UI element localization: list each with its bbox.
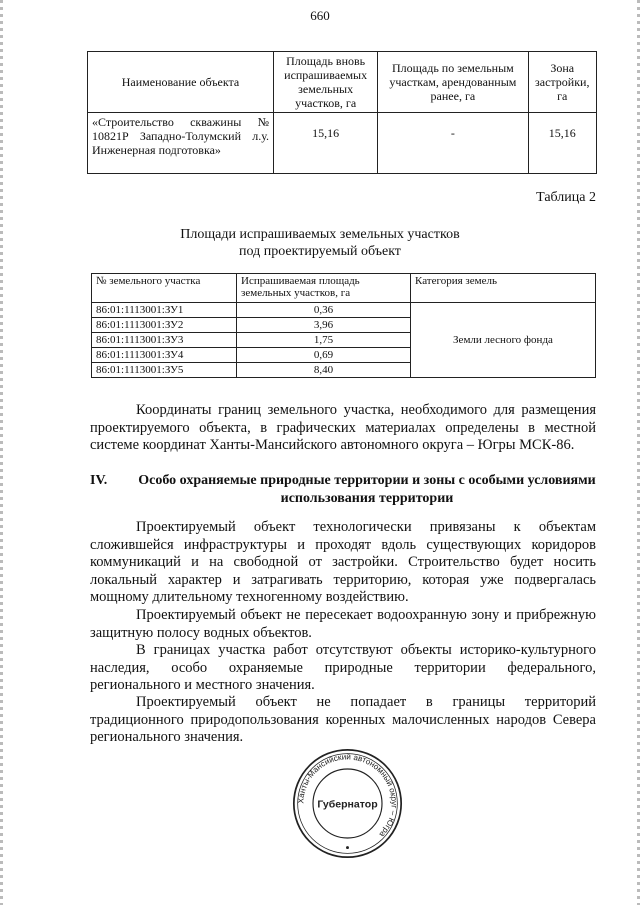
plot-id: 86:01:1113001:ЗУ5 xyxy=(92,363,237,378)
plot-area: 8,40 xyxy=(237,363,411,378)
land-category-cell: Земли лесного фонда xyxy=(411,303,596,378)
plot-id: 86:01:1113001:ЗУ4 xyxy=(92,348,237,363)
plot-area: 0,36 xyxy=(237,303,411,318)
table-header-row xyxy=(88,52,597,113)
plot-area: 1,75 xyxy=(237,333,411,348)
seal-dot xyxy=(346,846,349,849)
zone-cell: 15,16 xyxy=(528,113,597,174)
object-area-table xyxy=(87,51,597,174)
plot-area: 3,96 xyxy=(237,318,411,333)
header-land-category: Категория земель xyxy=(411,274,596,303)
new-area-cell: 15,16 xyxy=(274,113,378,174)
plot-id: 86:01:1113001:ЗУ1 xyxy=(92,303,237,318)
leased-area-cell: - xyxy=(378,113,528,174)
paragraph-infrastructure: Проектируемый объект технологически привязаны к объектам сложившейся инфраструктуры и проходят вдоль существующих коридоров коммуникаций и на свободной от застройки. Строительство будет носить локальный характер и затрагивать территорию, которая уже подвергалась мощному длительному техногенному воздействию. xyxy=(90,519,596,606)
seal-center-text: Губернатор xyxy=(317,798,378,811)
header-object-name: Наименование объекта xyxy=(88,52,274,113)
governor-seal xyxy=(290,746,405,861)
header-zone: Зона застройки, га xyxy=(528,52,597,113)
page-number: 660 xyxy=(310,8,330,23)
paragraph-water-zone: Проектируемый объект не пересекает водоохранную зону и прибрежную защитную полосу водных объектов. xyxy=(90,607,596,641)
section-heading xyxy=(90,472,596,508)
table-2-title-line-1: Площади испрашиваемых земельных участков xyxy=(180,227,460,242)
section-number: IV. xyxy=(90,473,108,488)
land-plots-table xyxy=(91,273,596,378)
section-title: Особо охраняемые природные территории и зоны с особыми условиями использования территории xyxy=(138,473,596,506)
header-requested-area: Испрашиваемая площадь земельных участков, га xyxy=(237,274,411,303)
table-row xyxy=(92,303,596,318)
header-leased-area: Площадь по земельным участкам, арендованным ранее, га xyxy=(378,52,528,113)
scan-edge-left xyxy=(0,0,3,905)
table-row xyxy=(88,113,597,174)
plot-id: 86:01:1113001:ЗУ3 xyxy=(92,333,237,348)
header-new-area: Площадь вновь испрашиваемых земельных участков, га xyxy=(274,52,378,113)
object-name-cell: «Строительство скважины № 10821Р Западно-Толумский л.у. Инженерная подготовка» xyxy=(88,113,274,174)
plot-id: 86:01:1113001:ЗУ2 xyxy=(92,318,237,333)
seal-ring-text: Ханты-Мансийский автономный округ – Югра xyxy=(296,752,399,839)
plot-area: 0,69 xyxy=(237,348,411,363)
header-plot-number: № земельного участка xyxy=(92,274,237,303)
table-2-title xyxy=(0,226,640,260)
coordinates-paragraph: Координаты границ земельного участка, необходимого для размещения проектируемого объекта, в графических материалах определены в местной системе координат Ханты-Мансийского автономного округа – Югры МСК-86. xyxy=(90,402,596,454)
table-2-title-line-2: под проектируемый объект xyxy=(239,244,401,259)
table-2-label: Таблица 2 xyxy=(536,190,596,205)
table-header-row xyxy=(92,274,596,303)
paragraph-indigenous: Проектируемый объект не попадает в границы территорий традиционного природопользования коренных малочисленных народов Севера регионального значения. xyxy=(90,694,596,746)
paragraph-heritage: В границах участка работ отсутствуют объекты историко-культурного наследия, особо охраняемые природные территории федерального, регионального и местного значения. xyxy=(90,642,596,694)
